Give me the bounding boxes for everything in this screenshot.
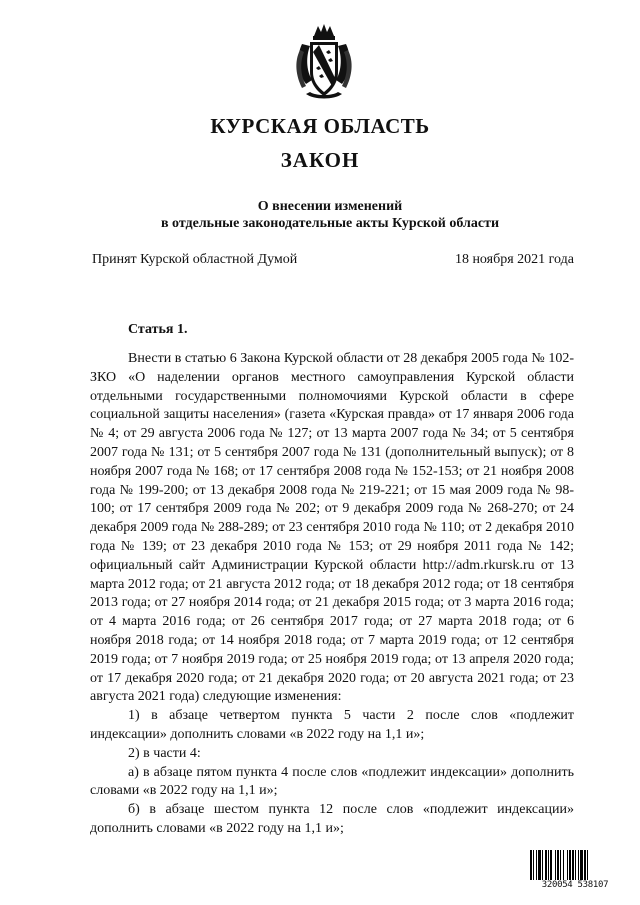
adopted-date: 18 ноября 2021 года (454, 252, 574, 267)
paragraph-main: Внести в статью 6 Закона Курской области от 28 декабря 2005 года № 102-ЗКО «О наделении органов местного самоуправления Курской области отдельными государственными полномочиями Курской области в сфере социальной защиты населения» (газета «Курская правда» от 17 января 2006 года № 4; от 29 августа 2006 года № 127; от 13 марта 2007 года № 34; от 5 сентября 2007 года № 131; от 5 сентября 2007 года № 131 (дополнительный выпуск); от 8 ноября 2007 года № 168; от 17 сентября 2008 года № 152-153; от 21 ноября 2008 года № 199-200; от 13 декабря 2008 года № 219-221; от 15 мая 2009 года № 98-100; от 17 сентября 2009 года № 202; от 9 декабря 2009 года № 268-270; от 24 декабря 2009 года № 288-289; от 23 сентября 2010 года № 110; от 2 декабря 2010 года № 139; от 23 декабря 2010 года № 153; от 29 ноября 2011 года № 142; официальный сайт Администрации Курской области http://adm.rkursk.ru от 13 марта 2012 года; от 21 августа 2012 года; от 18 декабря 2012 года; от 18 сентября 2013 года; от 27 ноября 2014 года; от 21 декабря 2015 года; от 3 марта 2016 года; от 4 марта 2016 года; от 26 сентября 2017 года; от 27 марта 2018 года; от 6 ноября 2018 года; от 14 ноября 2018 года; от 7 марта 2019 года; от 12 сентября 2019 года; от 7 ноября 2019 года; от 25 ноября 2019 года; от 13 апреля 2020 года; от 17 декабря 2020 года; от 21 декабря 2020 года; от 20 августа 2021 года; от 23 августа 2021 года) следующие изменения: (90, 351, 574, 705)
document-subject (0, 198, 640, 232)
subject-line-1: О внесении изменений (257, 199, 403, 214)
barcode-number: 320054 538107 (541, 880, 609, 890)
article-title: Статья 1. (128, 322, 188, 337)
region-title: КУРСКАЯ ОБЛАСТЬ (210, 114, 430, 138)
paragraph-item-2b: б) в абзаце шестом пункта 12 после слов «подлежит индексации» дополнить словами «в 2022 году на 1,1 и»; (90, 802, 574, 836)
paragraph-item-2a: а) в абзаце пятом пункта 4 после слов «подлежит индексации» дополнить словами «в 2022 году на 1,1 и»; (90, 764, 574, 799)
article-body (90, 350, 574, 839)
adopted-by: Принят Курской областной Думой (92, 252, 298, 267)
barcode-lines (530, 850, 620, 880)
document-barcode (530, 850, 620, 892)
document-type: ЗАКОН (280, 148, 360, 172)
paragraph-item-2: 2) в части 4: (128, 745, 201, 761)
subject-line-2: в отдельные законодательные акты Курской области (160, 216, 500, 231)
paragraph-item-1: 1) в абзаце четвертом пункта 5 части 2 после слов «подлежит индексации» дополнить словами «в 2022 году на 1,1 и»; (90, 708, 574, 742)
barcode-bar (588, 850, 590, 880)
coat-of-arms-icon (292, 22, 356, 102)
